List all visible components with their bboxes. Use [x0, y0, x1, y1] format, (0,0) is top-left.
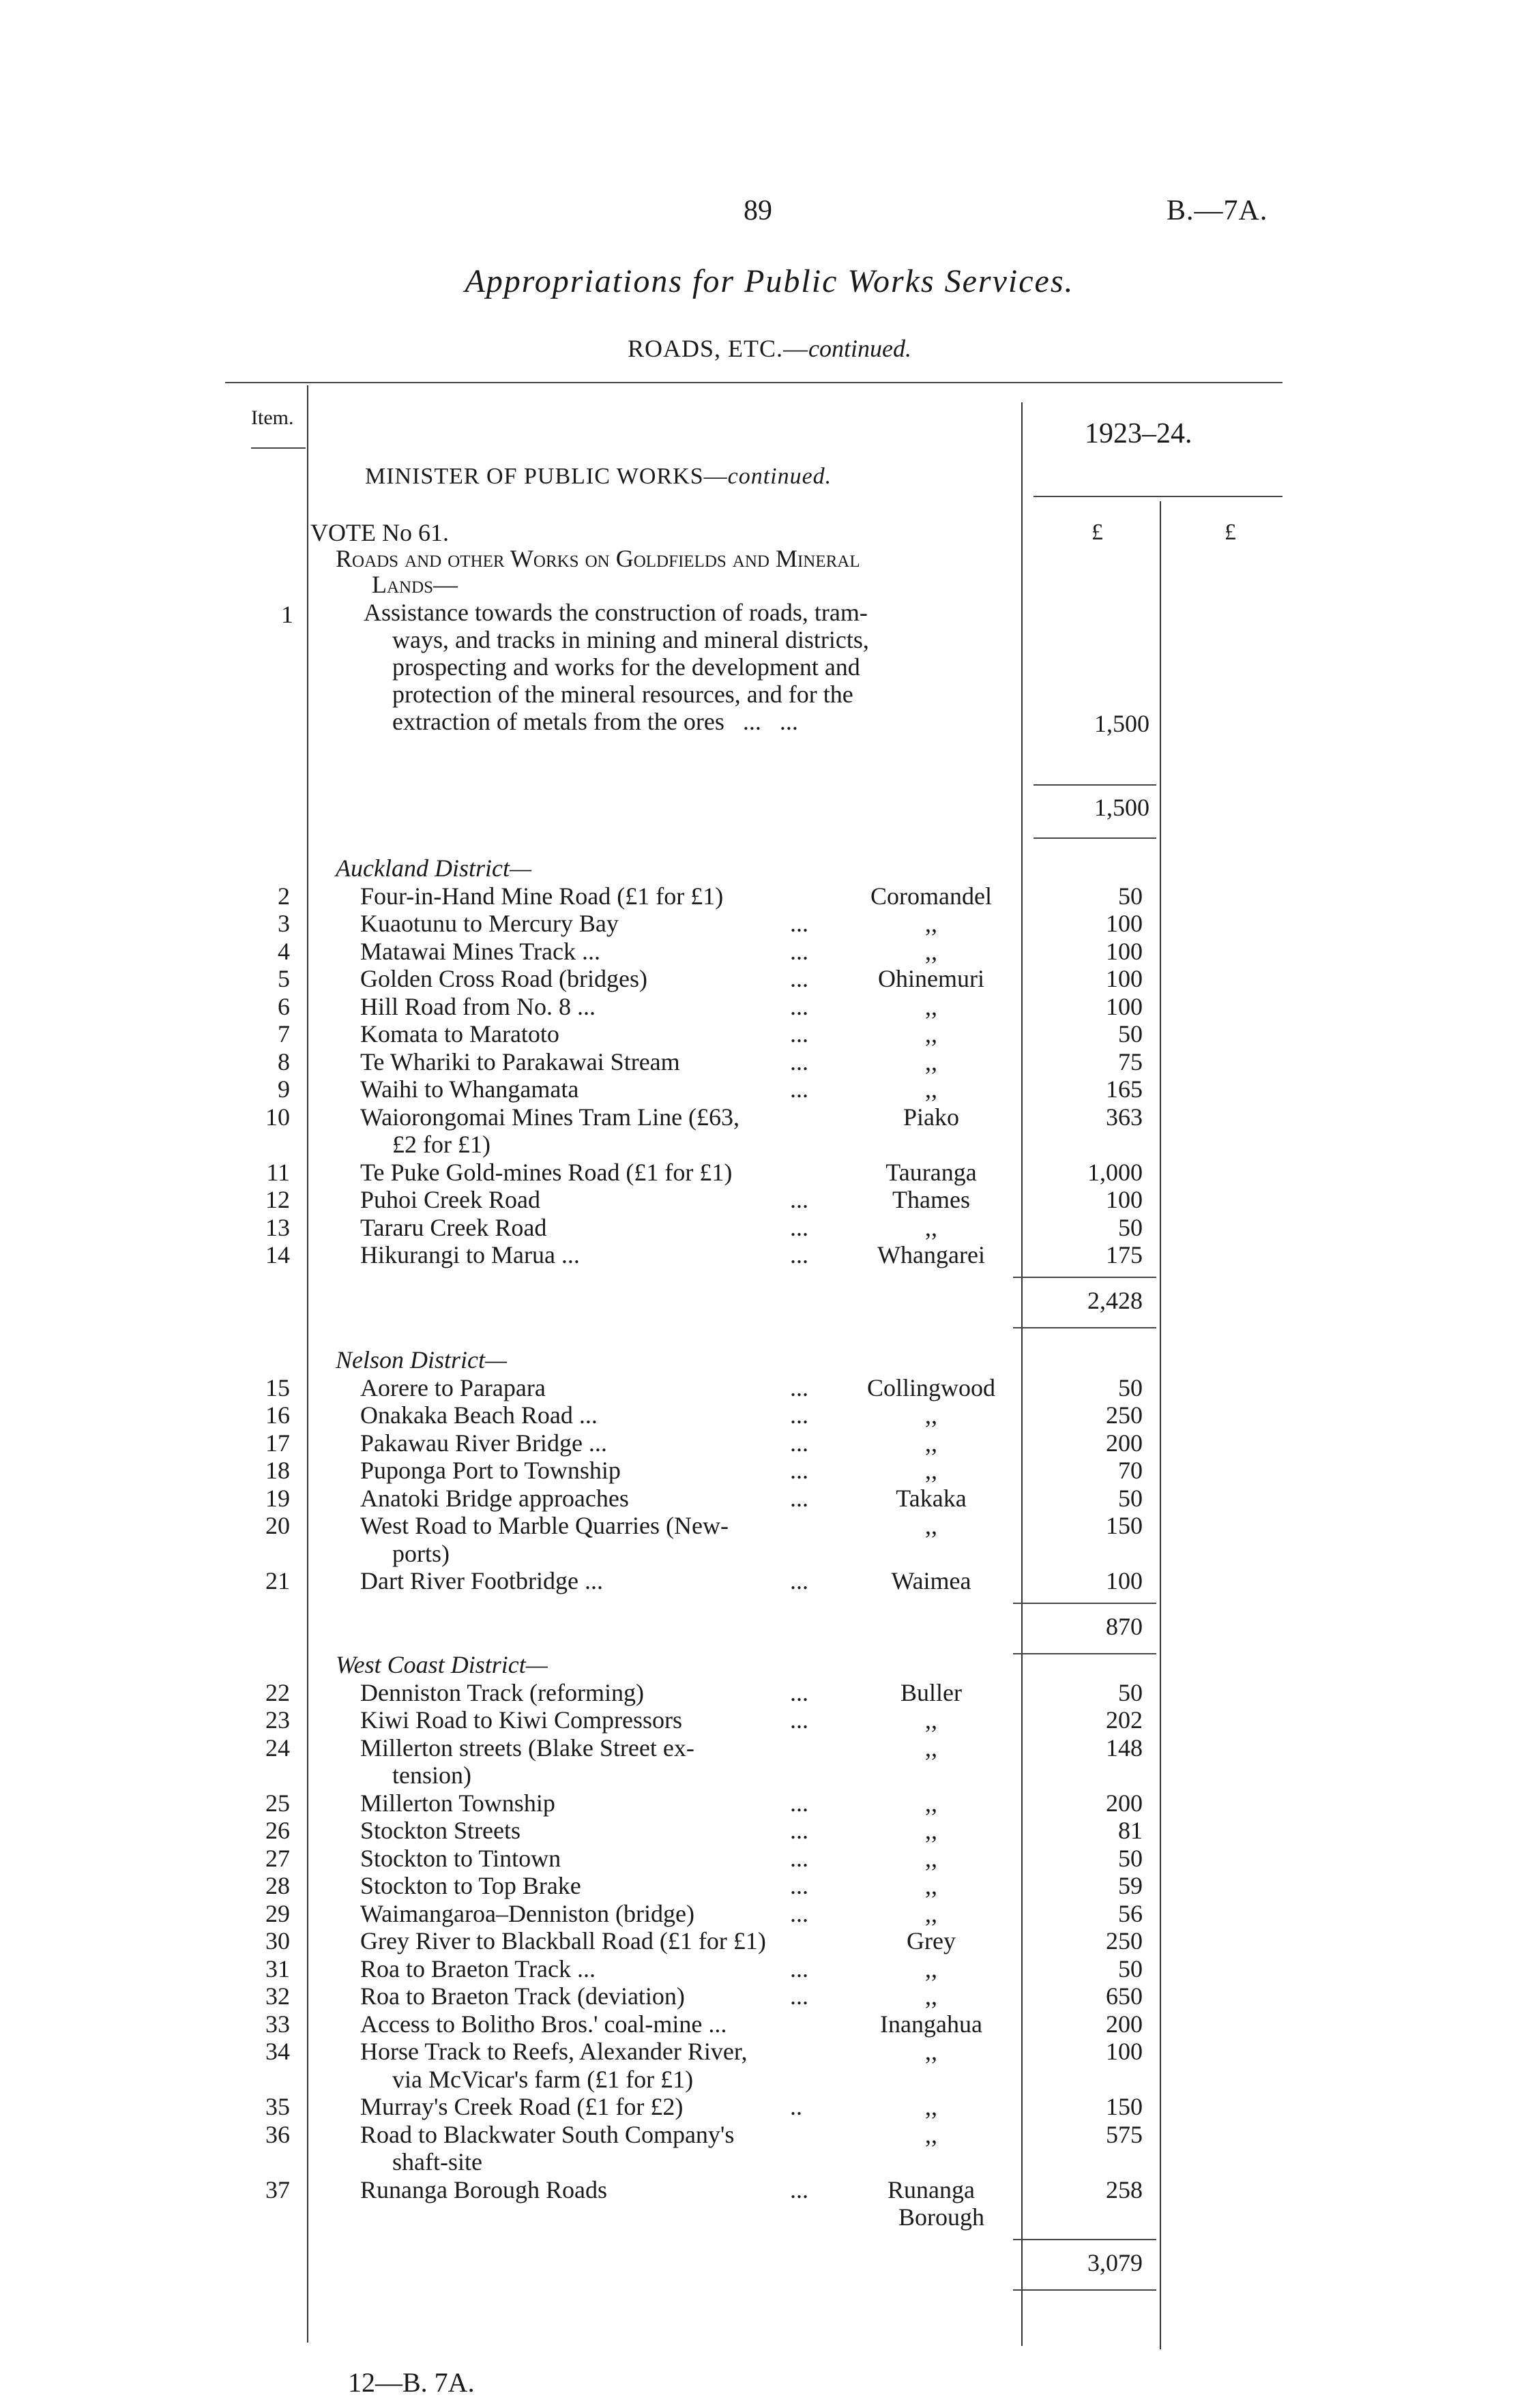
item-description: Murray's Creek Road (£1 for £2): [360, 2093, 684, 2120]
leader-dots: ...: [790, 1047, 808, 1075]
item-amount: 50: [1118, 1844, 1143, 1872]
leader-dots: ...: [790, 1186, 808, 1213]
county-name: Runanga: [888, 2175, 975, 2203]
county-name: ,,: [925, 1817, 937, 1844]
item-description: [364, 599, 1018, 735]
item-amount: 200: [1106, 1789, 1143, 1817]
leader-dots: ...: [790, 910, 808, 937]
district-total-underline: [1013, 2289, 1156, 2291]
item-description: Roa to Braeton Track (deviation): [360, 1982, 685, 2010]
minister-heading: [365, 464, 832, 490]
item-amount: 250: [1106, 1927, 1143, 1954]
item-number: 27: [265, 1844, 290, 1872]
item-amount: 202: [1106, 1706, 1143, 1734]
item-number: 20: [265, 1512, 290, 1539]
leader-dots: ...: [790, 1484, 808, 1512]
county-name: ,,: [925, 1872, 937, 1899]
item-amount: 50: [1118, 1213, 1143, 1241]
district-total-underline: [1013, 1653, 1156, 1654]
leader-dots: ...: [790, 1457, 808, 1484]
item-number: 33: [265, 2010, 290, 2038]
district-total: 2,428: [1087, 1286, 1143, 1314]
item-amount: 50: [1118, 1678, 1143, 1706]
minister-main: MINISTER OF PUBLIC WORKS—: [365, 464, 728, 489]
leader-dots: ...: [790, 1678, 808, 1706]
county-name: ,,: [925, 1954, 937, 1982]
item-desc-line: Assistance towards the construction of roads, tram-: [364, 599, 868, 626]
item-number: 24: [265, 1734, 290, 1762]
item-number: 26: [265, 1817, 290, 1844]
leader-dots: ...: [790, 1373, 808, 1401]
district-heading: Auckland District—: [336, 854, 531, 882]
district-total: 870: [1106, 1612, 1143, 1640]
item-amount: 100: [1106, 965, 1143, 992]
county-name: ,,: [925, 1429, 937, 1457]
leader-dots: ...: [790, 965, 808, 992]
leader-dots: ...: [790, 992, 808, 1020]
item-number: 32: [265, 1982, 290, 2010]
item-amount: 100: [1106, 910, 1143, 937]
item-description: Pakawau River Bridge ...: [360, 1429, 607, 1457]
item-description: Stockton Streets: [360, 1817, 521, 1844]
leader-dots: ...: [790, 1706, 808, 1734]
county-name: ,,: [925, 1401, 937, 1429]
leader-dots: ...: [790, 1075, 808, 1103]
item-description: Golden Cross Road (bridges): [360, 965, 647, 992]
leader-dots: ...: [790, 1982, 808, 2010]
item-column-header: Item.: [251, 406, 294, 429]
item-number: 19: [265, 1484, 290, 1512]
item-amount: 75: [1118, 1047, 1143, 1075]
item-description: Hill Road from No. 8 ...: [360, 992, 596, 1020]
page-number: 89: [744, 195, 772, 226]
district-total-underline: [1013, 1327, 1156, 1328]
item-number: 21: [265, 1567, 290, 1594]
county-name: ,,: [925, 1020, 937, 1047]
item-number: 25: [265, 1789, 290, 1817]
item-number: 4: [278, 937, 290, 965]
page-signature: 12—B. 7A.: [348, 2367, 475, 2398]
county-name: ,,: [925, 992, 937, 1020]
item-description: Denniston Track (reforming): [360, 1678, 644, 1706]
subtotal-underline: [1034, 837, 1156, 839]
item-description: Tararu Creek Road: [360, 1213, 547, 1241]
item-description: Anatoki Bridge approaches: [360, 1484, 629, 1512]
vote-heading-cont: Lands—: [372, 571, 458, 598]
vote-subtotal: 1,500: [1094, 794, 1149, 821]
county-name: ,,: [925, 1047, 937, 1075]
item-number: 14: [265, 1241, 290, 1268]
amount-column-rule: [1160, 501, 1161, 2349]
item-number: 22: [265, 1678, 290, 1706]
leader-dots: ...: [790, 1401, 808, 1429]
item-number: 31: [265, 1954, 290, 1982]
item-description: Puhoi Creek Road: [360, 1186, 540, 1213]
item-amount: 100: [1106, 992, 1143, 1020]
leader-dots: ...: [790, 1844, 808, 1872]
item-description-cont: via McVicar's farm (£1 for £1): [392, 2065, 694, 2093]
item-number: 3: [278, 910, 290, 937]
item-description: Four-in-Hand Mine Road (£1 for £1): [360, 882, 724, 910]
item-amount: 165: [1106, 1075, 1143, 1103]
subtotal-rule: [1034, 784, 1156, 786]
county-name: Takaka: [896, 1484, 967, 1512]
item-description: Onakaka Beach Road ...: [360, 1401, 598, 1429]
item-number: 17: [265, 1429, 290, 1457]
item-description-cont: shaft-site: [392, 2148, 482, 2175]
district-heading: Nelson District—: [336, 1346, 508, 1373]
item-amount: 200: [1106, 2010, 1143, 2038]
item-number: 5: [278, 965, 290, 992]
item-number: 13: [265, 1213, 290, 1241]
item-description: Te Whariki to Parakawai Stream: [360, 1047, 680, 1075]
item-number: 7: [278, 1020, 290, 1047]
leader-dots: ...: [790, 1429, 808, 1457]
leader-dots: ...: [790, 1954, 808, 1982]
item-description: Komata to Maratoto: [360, 1020, 559, 1047]
item-description: Waiorongomai Mines Tram Line (£63,: [360, 1103, 740, 1131]
item-number: 23: [265, 1706, 290, 1734]
district-heading: West Coast District—: [336, 1651, 548, 1678]
item-number: 12: [265, 1186, 290, 1213]
leader-dots: ...: [790, 1817, 808, 1844]
county-name: ,,: [925, 1706, 937, 1734]
item-desc-line: protection of the mineral resources, and for the: [392, 681, 853, 708]
item-description: Stockton to Tintown: [360, 1844, 561, 1872]
leader-dots: ...: [790, 1020, 808, 1047]
county-name: ,,: [925, 1844, 937, 1872]
item-description-cont: tension): [392, 1762, 471, 1789]
item-number: 37: [265, 2175, 290, 2203]
document-reference: B.—7A.: [1167, 195, 1268, 226]
item-description: Kiwi Road to Kiwi Compressors: [360, 1706, 682, 1734]
year-column-header: 1923–24.: [1085, 418, 1192, 449]
county-name: ,,: [925, 1982, 937, 2010]
county-name: Ohinemuri: [878, 965, 984, 992]
item-amount: 148: [1106, 1734, 1143, 1762]
leader-dots: ..: [790, 2093, 802, 2120]
leader-dots: ...: [790, 1213, 808, 1241]
item-number: 35: [265, 2093, 290, 2120]
item-amount: 100: [1106, 1186, 1143, 1213]
county-name: Tauranga: [885, 1158, 977, 1186]
item-amount: 1,000: [1087, 1158, 1143, 1186]
county-name: Waimea: [891, 1567, 971, 1594]
item-amount: 50: [1118, 1954, 1143, 1982]
item-amount: 575: [1106, 2120, 1143, 2148]
table-top-rule: [225, 382, 1282, 383]
item-amount: 100: [1106, 1567, 1143, 1594]
item-description: Te Puke Gold-mines Road (£1 for £1): [360, 1158, 733, 1186]
county-name: ,,: [925, 2093, 937, 2120]
item-description: Puponga Port to Township: [360, 1457, 621, 1484]
item-amount: 59: [1118, 1872, 1143, 1899]
item-number: 9: [278, 1075, 290, 1103]
item-description: Road to Blackwater South Company's: [360, 2120, 735, 2148]
county-name: Piako: [903, 1103, 959, 1131]
county-name: Thames: [892, 1186, 970, 1213]
county-name: Grey: [907, 1927, 956, 1954]
item-desc-line: prospecting and works for the development and: [392, 653, 860, 681]
item-description: Grey River to Blackball Road (£1 for £1): [360, 1927, 766, 1954]
leader-dots: ...: [790, 1241, 808, 1268]
item-description: Hikurangi to Marua ...: [360, 1241, 580, 1268]
county-name: ,,: [925, 1789, 937, 1817]
item-amount: 258: [1106, 2175, 1143, 2203]
minister-continued: continued.: [727, 464, 832, 489]
item-amount: 50: [1118, 1373, 1143, 1401]
county-name: Collingwood: [866, 1373, 995, 1401]
item-number: 18: [265, 1457, 290, 1484]
leader-dots: ...: [790, 1872, 808, 1899]
item-description-cont: ports): [392, 1539, 450, 1567]
county-name: ,,: [925, 1075, 937, 1103]
district-total-rule: [1013, 1603, 1156, 1604]
leader-dots: ...: [790, 1789, 808, 1817]
item-amount: 50: [1118, 1484, 1143, 1512]
leader-dots: ...: [790, 2175, 808, 2203]
county-name: ,,: [925, 1512, 937, 1539]
currency-symbol-total: £: [1225, 520, 1236, 545]
item-number: 6: [278, 992, 290, 1020]
item-amount: 150: [1106, 1512, 1143, 1539]
item-number: 11: [266, 1158, 290, 1186]
vote-label: VOTE No 61.: [310, 519, 449, 546]
item-description: Roa to Braeton Track ...: [360, 1954, 596, 1982]
item-number: 8: [278, 1047, 290, 1075]
county-name: ,,: [925, 1213, 937, 1241]
item-description: Waimangaroa–Denniston (bridge): [360, 1899, 694, 1927]
leader-dots: ...: [790, 1899, 808, 1927]
district-total-rule: [1013, 2239, 1156, 2240]
item-amount: 56: [1118, 1899, 1143, 1927]
county-name: Whangarei: [877, 1241, 985, 1268]
item-number: 16: [265, 1401, 290, 1429]
item-number: 10: [265, 1103, 290, 1131]
item-description: Horse Track to Reefs, Alexander River,: [360, 2038, 748, 2065]
item-amount: 81: [1118, 1817, 1143, 1844]
county-name: ,,: [925, 1734, 937, 1762]
leader-dots: ...: [790, 937, 808, 965]
page-title: Appropriations for Public Works Services.: [465, 263, 1074, 299]
item-header-rule: [251, 447, 306, 449]
item-description-cont: £2 for £1): [392, 1131, 490, 1158]
item-amount: 250: [1106, 1401, 1143, 1429]
year-header-rule: [1034, 496, 1282, 497]
leader-dots: ...: [790, 1567, 808, 1594]
section-subtitle: [0, 334, 1539, 363]
county-name: ,,: [925, 2120, 937, 2148]
item-number: 15: [265, 1373, 290, 1401]
item-number: 2: [278, 882, 290, 910]
item-number: 30: [265, 1927, 290, 1954]
item-amount: 650: [1106, 1982, 1143, 2010]
vote-heading: Roads and other Works on Goldfields and Mineral: [336, 545, 860, 572]
district-total: 3,079: [1087, 2248, 1143, 2276]
item-number: 34: [265, 2038, 290, 2065]
item-number: 36: [265, 2120, 290, 2148]
item-amount: 363: [1106, 1103, 1143, 1131]
item-number: 29: [265, 1899, 290, 1927]
item-description: Millerton streets (Blake Street ex-: [360, 1734, 694, 1762]
item-description: Kuaotunu to Mercury Bay: [360, 910, 619, 937]
item-description: West Road to Marble Quarries (New-: [360, 1512, 729, 1539]
county-name-cont: Borough: [898, 2203, 984, 2231]
item-column-rule: [307, 385, 308, 2343]
item-amount: 150: [1106, 2093, 1143, 2120]
item-amount: 100: [1106, 2038, 1143, 2065]
item-amount: 50: [1118, 882, 1143, 910]
item-amount: 50: [1118, 1020, 1143, 1047]
county-name: ,,: [925, 910, 937, 937]
item-description: Waihi to Whangamata: [360, 1075, 579, 1103]
item-number: 28: [265, 1872, 290, 1899]
item-desc-line: extraction of metals from the ores ... ...: [392, 708, 798, 735]
county-name: ,,: [925, 2038, 937, 2065]
county-name: Buller: [900, 1678, 962, 1706]
item-amount: 70: [1118, 1457, 1143, 1484]
item-description: Runanga Borough Roads: [360, 2175, 607, 2203]
county-name: Coromandel: [870, 882, 992, 910]
county-name: ,,: [925, 1457, 937, 1484]
item-description: Dart River Footbridge ...: [360, 1567, 603, 1594]
county-name: ,,: [925, 937, 937, 965]
item-desc-line: ways, and tracks in mining and mineral districts,: [392, 626, 869, 653]
item-amount: 100: [1106, 937, 1143, 965]
currency-symbol-amount: £: [1091, 520, 1103, 545]
item-amount: 175: [1106, 1241, 1143, 1268]
item-amount: 200: [1106, 1429, 1143, 1457]
item-description: Aorere to Parapara: [360, 1373, 546, 1401]
item-description: Access to Bolitho Bros.' coal-mine ...: [360, 2010, 727, 2038]
county-name: ,,: [925, 1899, 937, 1927]
item-description: Stockton to Top Brake: [360, 1872, 581, 1899]
item-number: 1: [281, 601, 293, 628]
district-total-rule: [1013, 1277, 1156, 1278]
subtitle-main: ROADS, ETC.—: [628, 335, 809, 362]
subtitle-continued: continued.: [808, 335, 911, 362]
item-description: Millerton Township: [360, 1789, 555, 1817]
item-description: Matawai Mines Track ...: [360, 937, 600, 965]
item-amount: 1,500: [1094, 710, 1149, 737]
county-name: Inangahua: [880, 2010, 982, 2038]
